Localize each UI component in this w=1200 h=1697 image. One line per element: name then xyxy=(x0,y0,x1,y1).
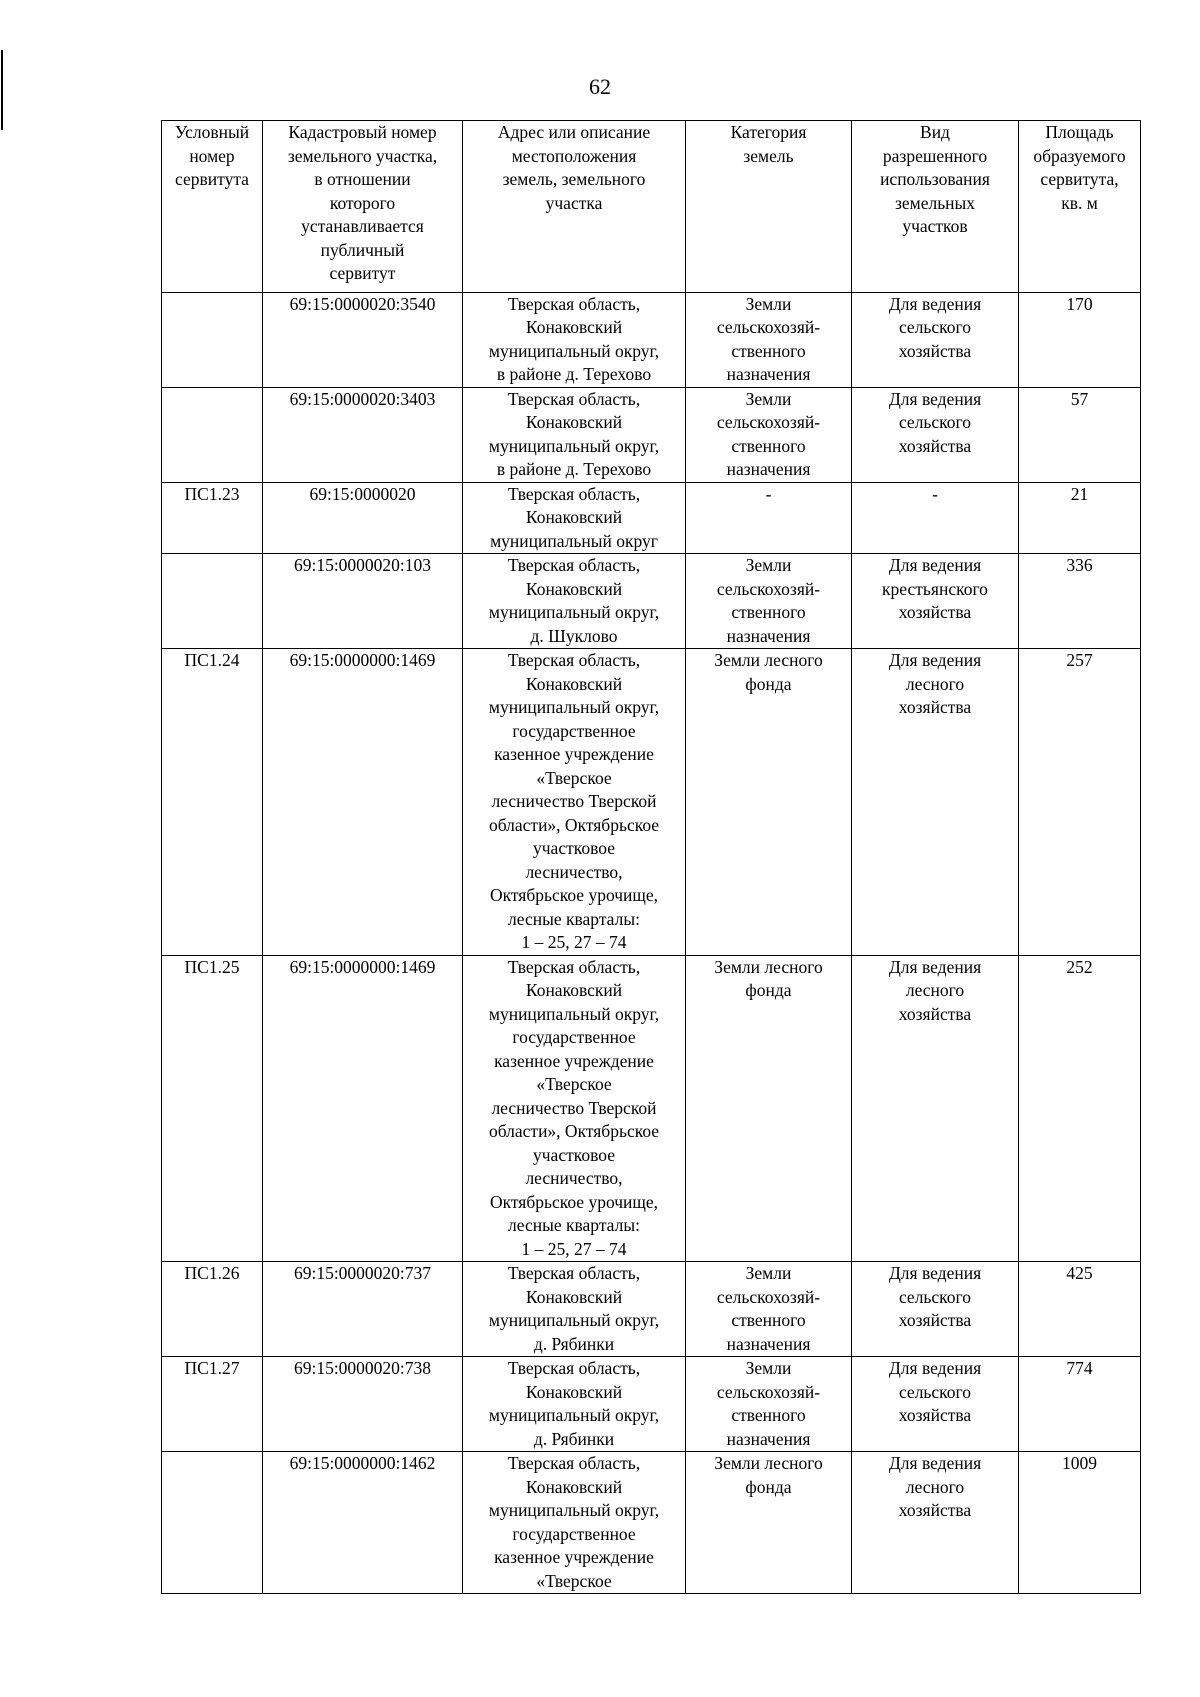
address-cell: Тверская область, Конаковский муниципальный округ, в районе д. Терехово xyxy=(463,292,686,387)
address-cell: Тверская область, Конаковский муниципальный округ, государственное казенное учреждение «Тверское xyxy=(463,1452,686,1594)
area-cell: 252 xyxy=(1019,955,1141,1262)
address-cell: Тверская область, Конаковский муниципальный округ, в районе д. Терехово xyxy=(463,387,686,482)
address-cell: Тверская область, Конаковский муниципальный округ, д. Шуклово xyxy=(463,554,686,649)
permitted-use-cell: Для ведения лесного хозяйства xyxy=(852,1452,1019,1594)
servitude-number-cell: ПС1.25 xyxy=(162,955,263,1262)
cadastral-number-cell: 69:15:0000000:1462 xyxy=(263,1452,463,1594)
permitted-use-cell: Для ведения сельского хозяйства xyxy=(852,387,1019,482)
land-category-cell: Земли лесного фонда xyxy=(686,955,852,1262)
table-row xyxy=(162,649,1141,956)
cadastral-number-cell: 69:15:0000020:3403 xyxy=(263,387,463,482)
servitude-number-cell-empty xyxy=(162,1452,263,1594)
area-cell: 21 xyxy=(1019,482,1141,554)
servitude-number-cell-empty xyxy=(162,387,263,482)
header-land-category: Категория земель xyxy=(686,121,852,293)
area-cell: 1009 xyxy=(1019,1452,1141,1594)
land-category-cell: Земли лесного фонда xyxy=(686,649,852,956)
servitude-number-cell: ПС1.23 xyxy=(162,482,263,554)
servitude-number-cell xyxy=(162,292,263,387)
servitude-table xyxy=(161,120,1141,1594)
table-row xyxy=(162,1357,1141,1452)
servitude-number-cell: ПС1.27 xyxy=(162,1357,263,1452)
header-cadastral-number: Кадастровый номер земельного участка, в отношении которого устанавливается публичный сервитут xyxy=(263,121,463,293)
area-cell: 57 xyxy=(1019,387,1141,482)
area-cell: 170 xyxy=(1019,292,1141,387)
table-row xyxy=(162,554,1141,649)
header-servitude-number: Условный номер сервитута xyxy=(162,121,263,293)
land-category-cell: Земли сельскохозяй- ственного назначения xyxy=(686,554,852,649)
address-cell: Тверская область, Конаковский муниципальный округ, д. Рябинки xyxy=(463,1357,686,1452)
address-cell: Тверская область, Конаковский муниципальный округ, государственное казенное учреждение «Тверское лесничество Тверской области», Октябрьское участковое лесничество, Октябрьское урочище, лесные кварталы: 1 – 25, 27 – 74 xyxy=(463,955,686,1262)
land-category-cell: Земли сельскохозяй- ственного назначения xyxy=(686,292,852,387)
cadastral-number-cell: 69:15:0000020 xyxy=(263,482,463,554)
address-cell: Тверская область, Конаковский муниципальный округ, д. Рябинки xyxy=(463,1262,686,1357)
area-cell: 774 xyxy=(1019,1357,1141,1452)
address-cell: Тверская область, Конаковский муниципальный округ xyxy=(463,482,686,554)
servitude-number-cell: ПС1.26 xyxy=(162,1262,263,1357)
cadastral-number-cell: 69:15:0000000:1469 xyxy=(263,955,463,1262)
table-row xyxy=(162,387,1141,482)
table-row xyxy=(162,292,1141,387)
header-permitted-use: Вид разрешенного использования земельных участков xyxy=(852,121,1019,293)
table-row xyxy=(162,1452,1141,1594)
land-category-cell: - xyxy=(686,482,852,554)
permitted-use-cell: Для ведения сельского хозяйства xyxy=(852,1357,1019,1452)
land-category-cell: Земли сельскохозяй- ственного назначения xyxy=(686,387,852,482)
area-cell: 257 xyxy=(1019,649,1141,956)
area-cell: 336 xyxy=(1019,554,1141,649)
permitted-use-cell: Для ведения сельского хозяйства xyxy=(852,1262,1019,1357)
address-cell: Тверская область, Конаковский муниципальный округ, государственное казенное учреждение «Тверское лесничество Тверской области», Октябрьское участковое лесничество, Октябрьское урочище, лесные кварталы: 1 – 25, 27 – 74 xyxy=(463,649,686,956)
servitude-number-cell-empty xyxy=(162,554,263,649)
permitted-use-cell: Для ведения лесного хозяйства xyxy=(852,955,1019,1262)
land-category-cell: Земли сельскохозяй- ственного назначения xyxy=(686,1262,852,1357)
permitted-use-cell: Для ведения крестьянского хозяйства xyxy=(852,554,1019,649)
permitted-use-cell: Для ведения сельского хозяйства xyxy=(852,292,1019,387)
header-address: Адрес или описание местоположения земель, земельного участка xyxy=(463,121,686,293)
cadastral-number-cell: 69:15:0000020:737 xyxy=(263,1262,463,1357)
page-number: 62 xyxy=(589,74,611,99)
permitted-use-cell: Для ведения лесного хозяйства xyxy=(852,649,1019,956)
land-category-cell: Земли сельскохозяй- ственного назначения xyxy=(686,1357,852,1452)
table-row xyxy=(162,482,1141,554)
table-row xyxy=(162,1262,1141,1357)
cadastral-number-cell: 69:15:0000020:3540 xyxy=(263,292,463,387)
land-category-cell: Земли лесного фонда xyxy=(686,1452,852,1594)
permitted-use-cell: - xyxy=(852,482,1019,554)
cadastral-number-cell: 69:15:0000000:1469 xyxy=(263,649,463,956)
header-servitude-area: Площадь образуемого сервитута, кв. м xyxy=(1019,121,1141,293)
servitude-number-cell: ПС1.24 xyxy=(162,649,263,956)
cadastral-number-cell: 69:15:0000020:738 xyxy=(263,1357,463,1452)
cadastral-number-cell: 69:15:0000020:103 xyxy=(263,554,463,649)
table-row xyxy=(162,955,1141,1262)
area-cell: 425 xyxy=(1019,1262,1141,1357)
table-header-row xyxy=(162,121,1141,293)
